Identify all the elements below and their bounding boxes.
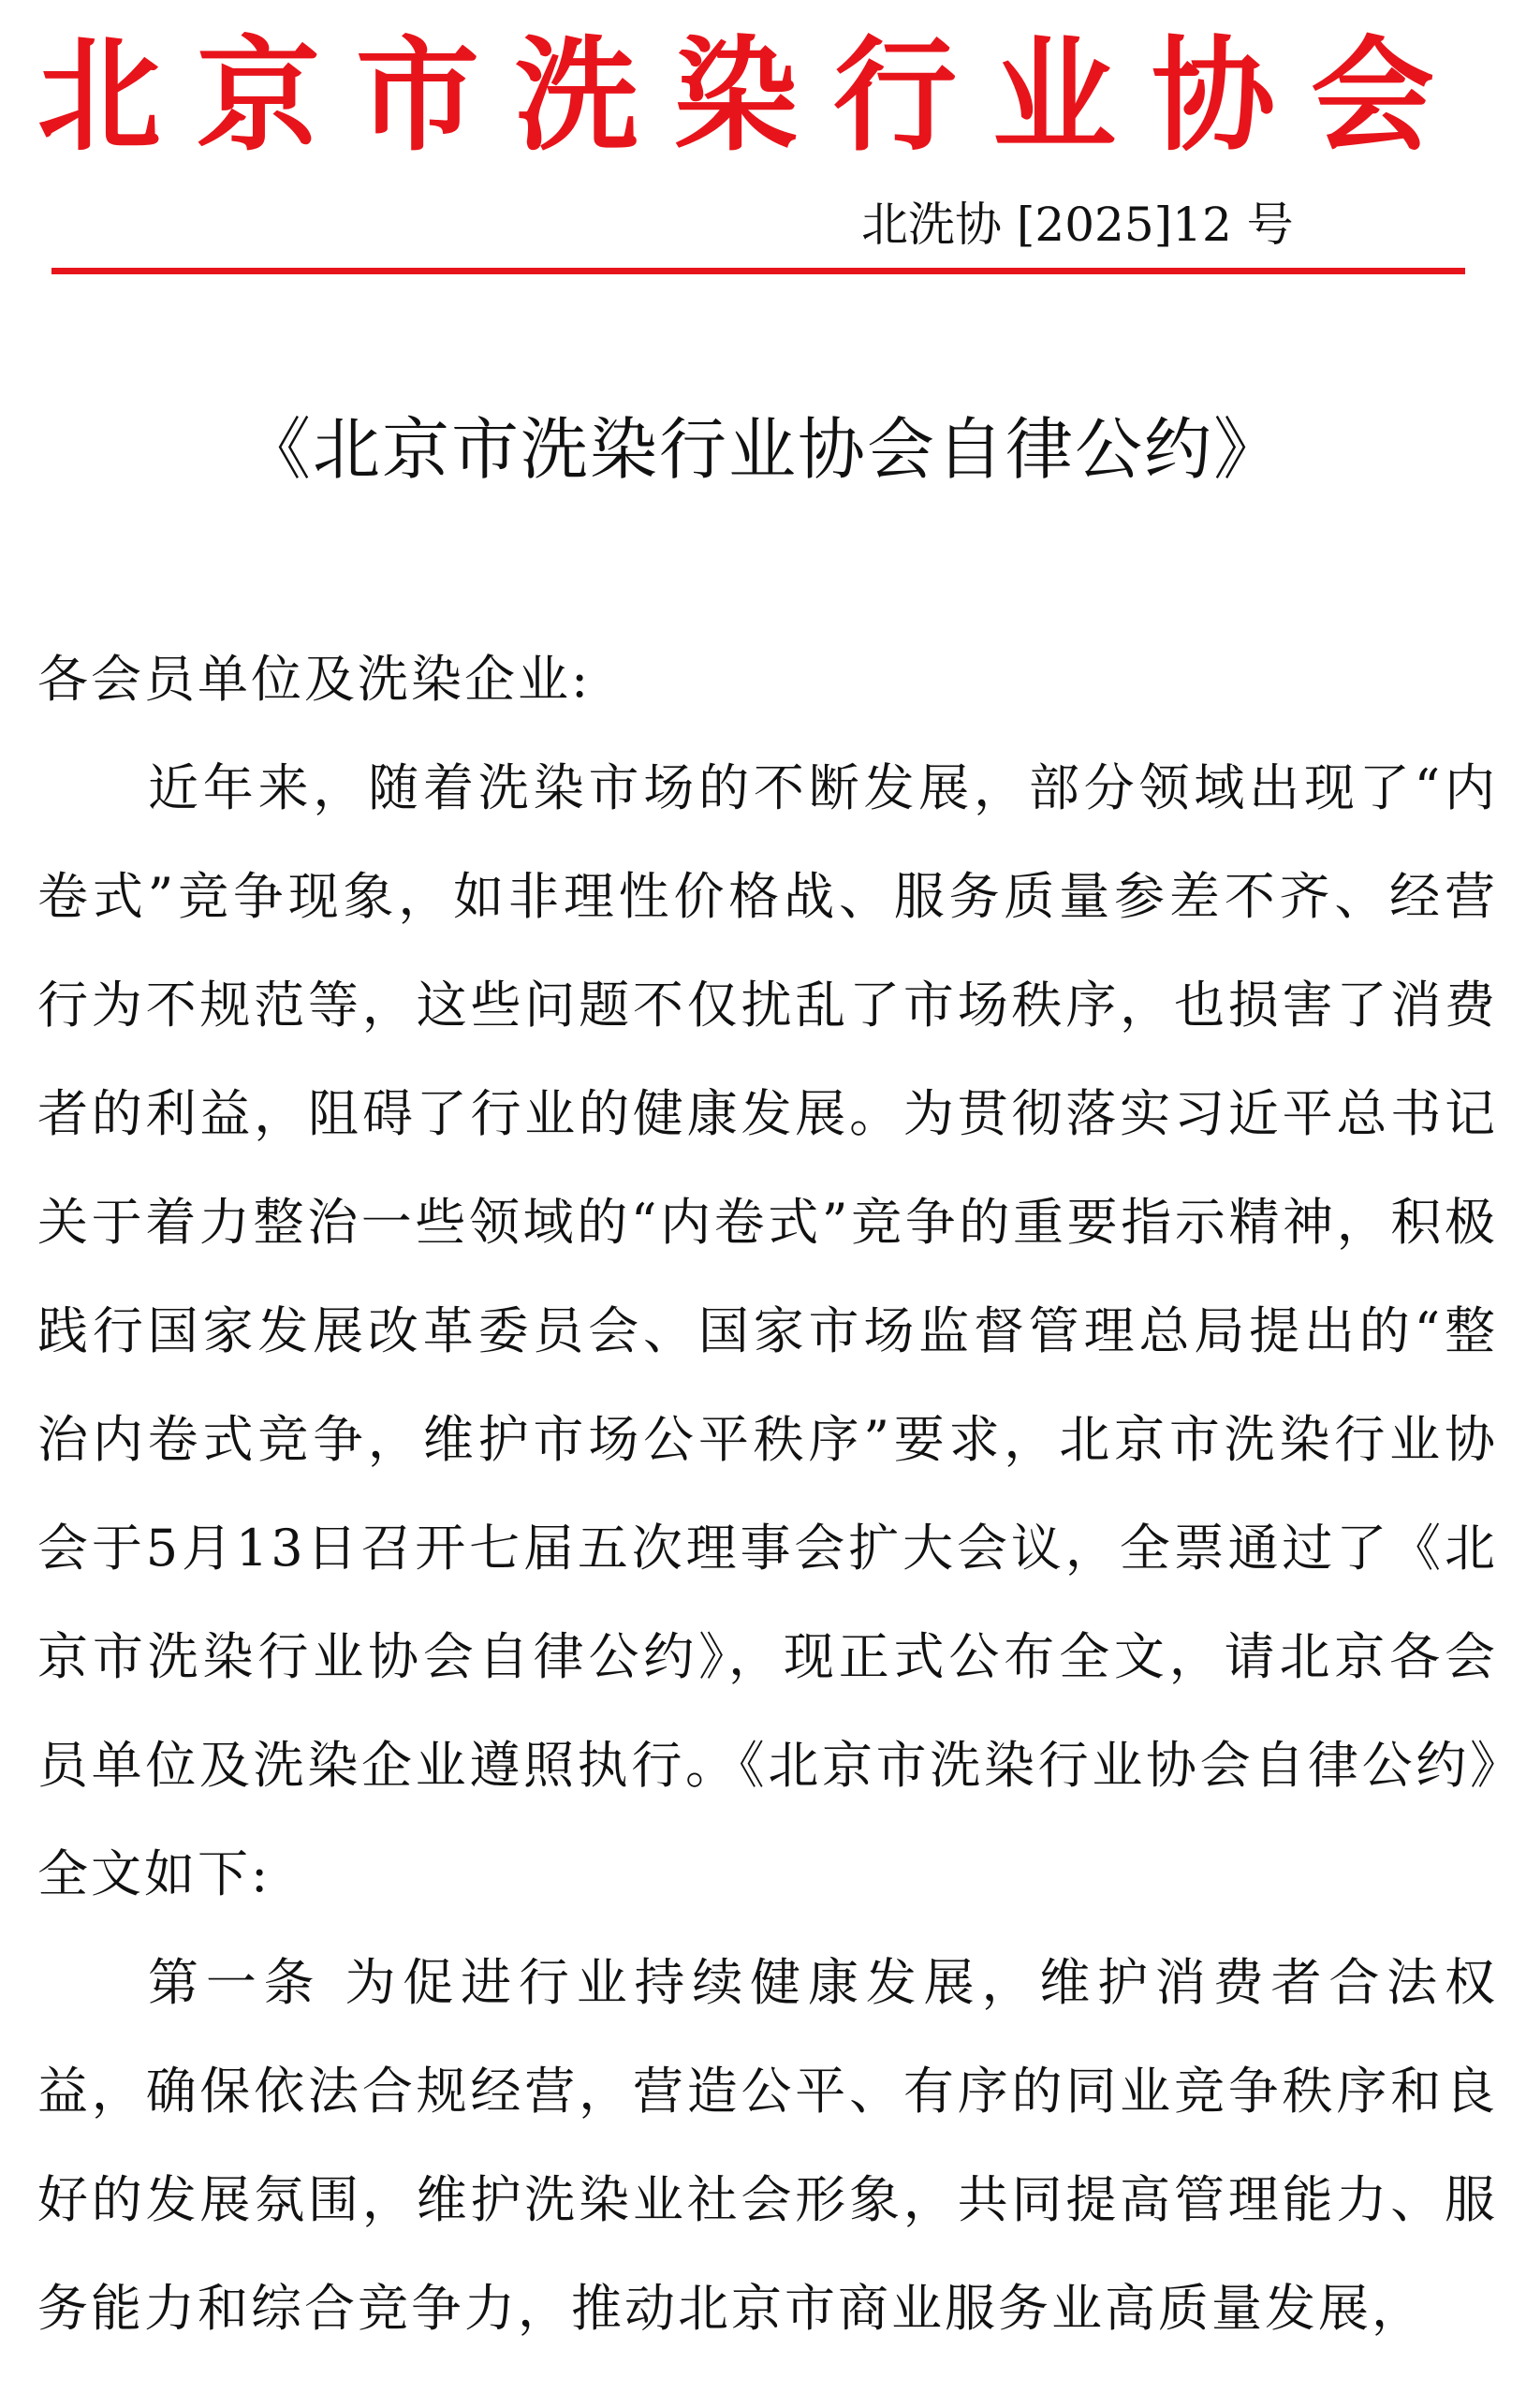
organization-header: 北京市洗染行业协会: [37, 24, 1470, 169]
document-title: 《北京市洗染行业协会自律公约》: [242, 410, 1283, 489]
body-paragraph-article-1: 第一条 为促进行业持续健康发展，维护消费者合法权益，确保依法合规经营，营造公平、有序的同业竞争秩序和良好的发展氛围，维护洗染业社会形象，共同提高管理能力、服务能力和综合竞争力，推动北京市商业服务业高质量发展，: [37, 1953, 1498, 2338]
salutation: 各会员单位及洗染企业:: [37, 650, 592, 709]
body-paragraph-intro: 近年来，随着洗染市场的不断发展，部分领域出现了“内卷式”竞争现象，如非理性价格战、服务质量参差不齐、经营行为不规范等，这些问题不仅扰乱了市场秩序，也损害了消费者的利益，阻碍了行业的健康发展。为贯彻落实习近平总书记关于着力整治一些领域的“内卷式”竞争的重要指示精神，积极践行国家发展改革委员会、国家市场监督管理总局提出的“整治内卷式竞争，维护市场公平秩序”要求，北京市洗染行业协会于5月13日召开七届五次理事会扩大会议，全票通过了《北京市洗染行业协会自律公约》，现正式公布全文，请北京各会员单位及洗染企业遵照执行。《北京市洗染行业协会自律公约》全文如下:: [37, 758, 1498, 1903]
document-number: 北洗协 [2025]12 号: [861, 198, 1294, 252]
document-body: [37, 625, 1498, 2363]
header-red-divider: [51, 268, 1465, 274]
